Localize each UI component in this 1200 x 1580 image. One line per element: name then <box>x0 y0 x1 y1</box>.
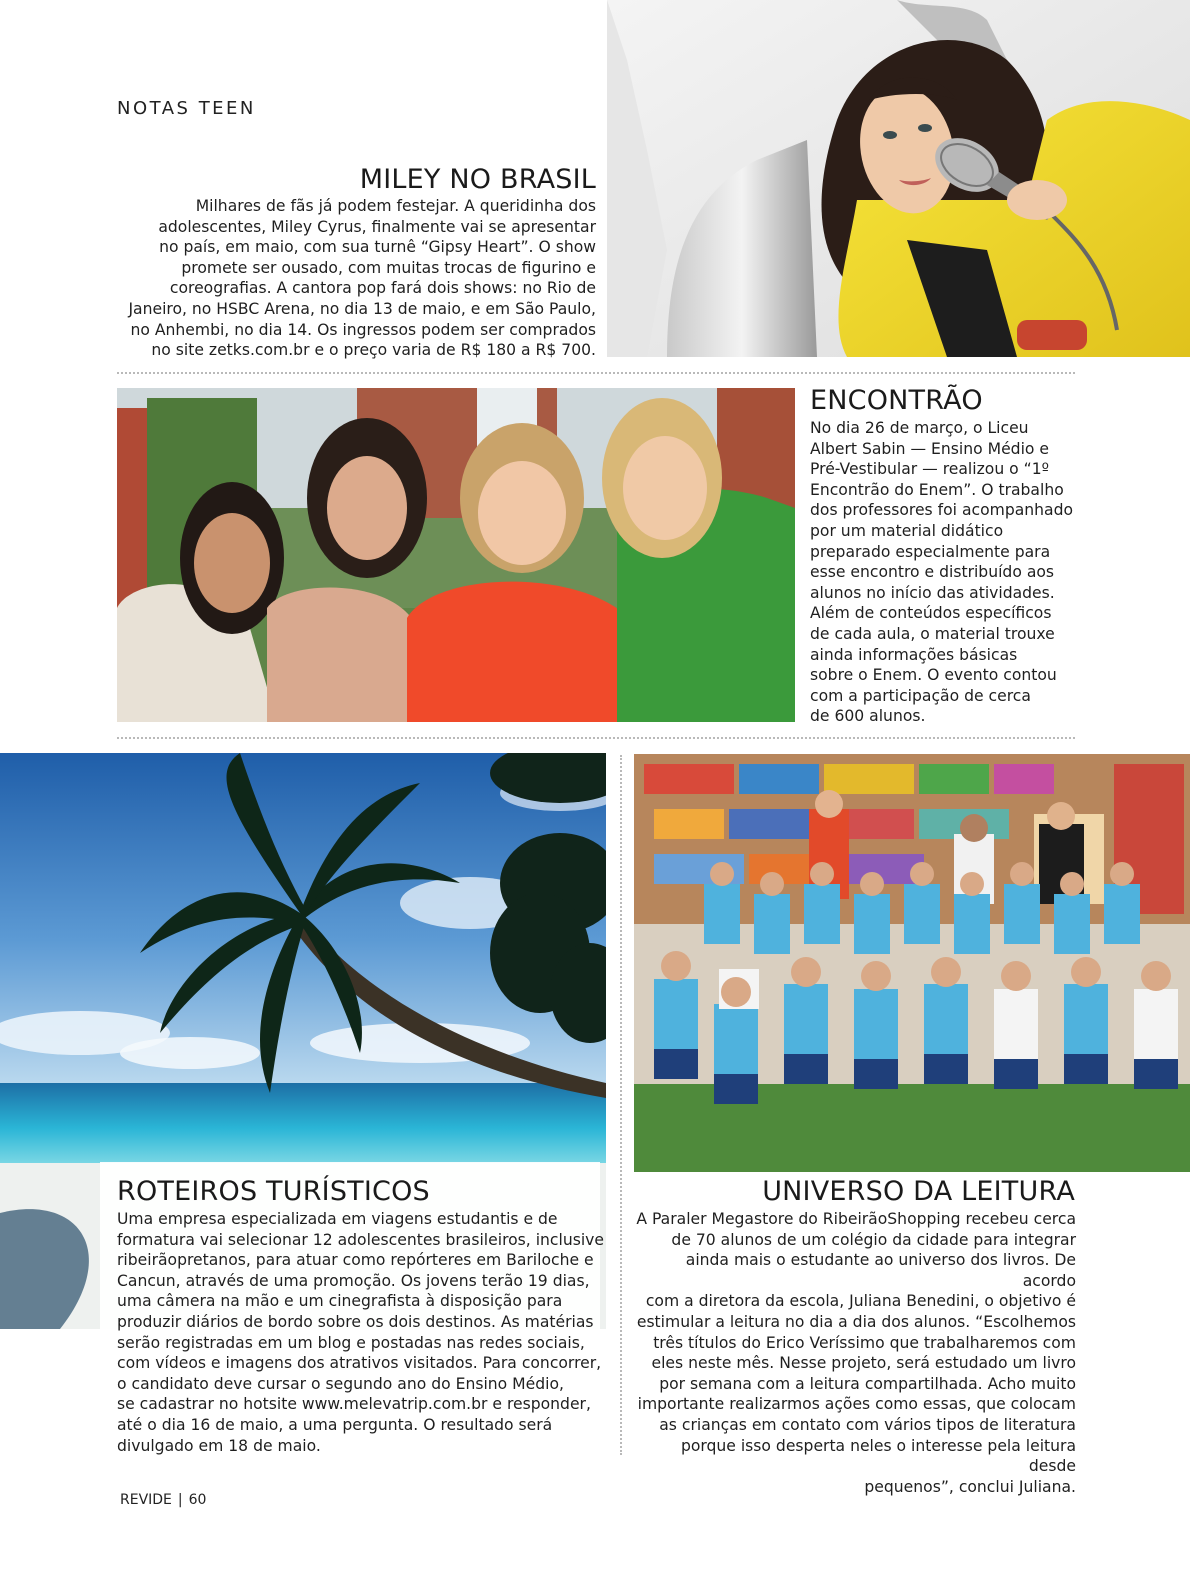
universo-line: as crianças em contato com vários tipos de literatura <box>659 1415 1076 1434</box>
encontrao-line: Além de conteúdos específicos <box>810 604 1052 623</box>
universo-line: estimular a leitura no dia a dia dos alunos. “Escolhemos <box>636 1312 1076 1331</box>
roteiros-line: ribeirãopretanos, para atuar como repórteres em Bariloche e <box>117 1251 594 1270</box>
roteiros-line: Uma empresa especializada em viagens estudantis e de <box>117 1210 558 1228</box>
universo-line: A Paraler Megastore do RibeirãoShopping recebeu cerca <box>636 1210 1076 1228</box>
miley-photo <box>607 0 1190 357</box>
encontrao-line: No dia 26 de março, o Liceu <box>810 419 1029 437</box>
universo-line: eles neste mês. Nesse projeto, será estudado um livro <box>651 1354 1076 1373</box>
miley-line: no site zetks.com.br e o preço varia de R$ 180 a R$ 700. <box>151 341 596 360</box>
roteiros-line: serão registradas em um blog e postadas nas redes sociais, <box>117 1333 585 1352</box>
roteiros-line: o candidato deve cursar o segundo ano do Ensino Médio, <box>117 1374 564 1393</box>
encontrao-line: de cada aula, o material trouxe <box>810 624 1055 643</box>
miley-body <box>110 196 596 361</box>
divider-vertical <box>620 755 622 1455</box>
divider-middle <box>117 737 1075 739</box>
universo-line: de 70 alunos de um colégio da cidade para integrar <box>671 1230 1076 1249</box>
universo-line: porque isso desperta neles o interesse pela leitura desde <box>680 1436 1076 1476</box>
encontrao-body <box>810 418 1080 727</box>
roteiros-line: formatura vai selecionar 12 adolescentes brasileiros, inclusive <box>117 1230 604 1249</box>
encontrao-line: ainda informações básicas <box>810 645 1018 664</box>
miley-line: adolescentes, Miley Cyrus, finalmente vai se apresentar <box>158 217 596 236</box>
roteiros-line: até o dia 16 de maio, a uma pergunta. O resultado será <box>117 1415 553 1434</box>
encontrao-photo <box>117 388 795 722</box>
roteiros-line: com vídeos e imagens dos atrativos visitados. Para concorrer, <box>117 1354 602 1373</box>
section-label: NOTAS TEEN <box>117 98 256 119</box>
miley-line: Milhares de fãs já podem festejar. A queridinha dos <box>195 197 596 215</box>
roteiros-headline: ROTEIROS TURÍSTICOS <box>117 1176 430 1207</box>
universo-line: três títulos do Erico Veríssimo que trabalharemos com <box>653 1333 1076 1352</box>
encontrao-headline: ENCONTRÃO <box>810 385 983 416</box>
miley-line: no país, em maio, com sua turnê “Gipsy Heart”. O show <box>159 238 596 257</box>
roteiros-line: divulgado em 18 de maio. <box>117 1436 321 1455</box>
encontrao-line: dos professores foi acompanhado <box>810 501 1074 520</box>
universo-headline: UNIVERSO DA LEITURA <box>762 1176 1075 1207</box>
encontrao-line: de 600 alunos. <box>810 707 926 726</box>
library-photo <box>634 754 1190 1172</box>
roteiros-line: uma câmera na mão e um cinegrafista à disposição para <box>117 1292 563 1311</box>
miley-line: Janeiro, no HSBC Arena, no dia 13 de maio, e em São Paulo, <box>128 299 596 318</box>
folio-separator: | <box>177 1492 183 1508</box>
encontrao-line: por um material didático <box>810 521 1004 540</box>
encontrao-line: preparado especialmente para <box>810 542 1051 561</box>
universo-body <box>630 1209 1076 1497</box>
page-folio <box>120 1492 206 1508</box>
encontrao-line: Pré-Vestibular — realizou o “1º <box>810 460 1050 479</box>
miley-line: promete ser ousado, com muitas trocas de figurino e <box>181 258 596 277</box>
roteiros-line: se cadastrar no hotsite www.melevatrip.com.br e responder, <box>117 1395 591 1414</box>
universo-line: por semana com a leitura compartilhada. Acho muito <box>659 1374 1076 1393</box>
encontrao-line: sobre o Enem. O evento contou <box>810 666 1057 685</box>
miley-headline: MILEY NO BRASIL <box>359 164 596 195</box>
encontrao-line: Encontrão do Enem”. O trabalho <box>810 480 1064 499</box>
encontrao-line: com a participação de cerca <box>810 686 1031 705</box>
universo-line: ainda mais o estudante ao universo dos livros. De acordo <box>685 1251 1076 1290</box>
roteiros-line: Cancun, através de uma promoção. Os jovens terão 19 dias, <box>117 1271 590 1290</box>
roteiros-body <box>117 1209 607 1456</box>
divider-top <box>117 372 1075 374</box>
universo-line: pequenos”, conclui Juliana. <box>864 1477 1076 1496</box>
miley-line: coreografias. A cantora pop fará dois shows: no Rio de <box>169 279 596 298</box>
miley-line: no Anhembi, no dia 14. Os ingressos podem ser comprados <box>130 320 596 339</box>
encontrao-line: esse encontro e distribuído aos <box>810 563 1055 582</box>
roteiros-line: produzir diários de bordo sobre os dois destinos. As matérias <box>117 1312 594 1331</box>
encontrao-line: Albert Sabin — Ensino Médio e <box>810 439 1049 458</box>
page-number: 60 <box>188 1492 207 1508</box>
publication-name: REVIDE <box>120 1492 172 1508</box>
universo-line: importante realizarmos ações como essas, que colocam <box>637 1395 1076 1414</box>
universo-line: com a diretora da escola, Juliana Benedini, o objetivo é <box>645 1292 1076 1311</box>
encontrao-line: alunos no início das atividades. <box>810 583 1055 602</box>
